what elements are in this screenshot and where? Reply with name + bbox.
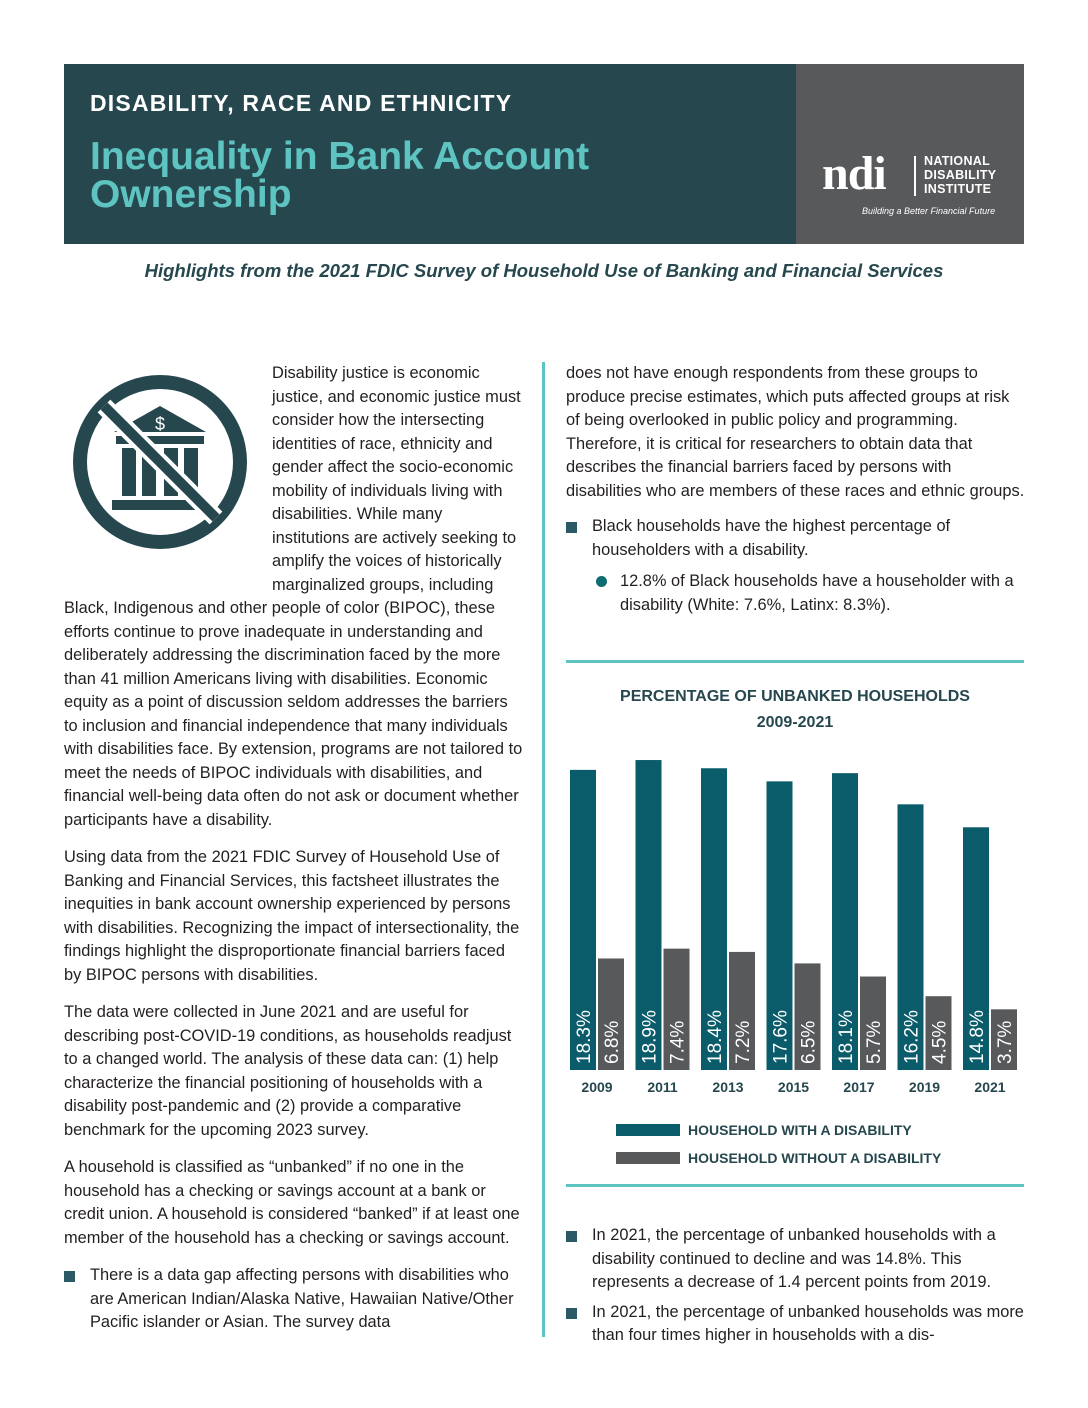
data-source-paragraph: Using data from the 2021 FDIC Survey of Household Use of Banking and Financial Services, this factsheet illustrates the inequities in bank account ownership experienced by persons with disabilities. Recognizing the impact of intersectionality, the findings highlight the disproportionate financial barriers faced by BIPOC persons with disabilities. bbox=[64, 848, 520, 984]
bar-data-label: 18.9% bbox=[639, 1010, 661, 1064]
legend-swatch bbox=[616, 1152, 680, 1164]
logo-name bbox=[924, 154, 996, 196]
bar-data-label: 5.7% bbox=[864, 1020, 885, 1064]
list-item bbox=[566, 515, 1026, 562]
legend-label: HOUSEHOLD WITH A DISABILITY bbox=[688, 1122, 912, 1138]
list-item bbox=[566, 1224, 1026, 1295]
right-column bbox=[566, 362, 1026, 617]
chart-title bbox=[566, 684, 1024, 736]
bullet-text: In 2021, the percentage of unbanked households was more than four times higher in households with a dis- bbox=[592, 1302, 1024, 1344]
logo-mark: ndi bbox=[822, 147, 886, 200]
bar-data-label: 7.2% bbox=[733, 1020, 754, 1064]
page-title: Inequality in Bank Account Ownership bbox=[90, 135, 590, 216]
legend-item bbox=[616, 1144, 941, 1172]
logo-name-line1: NATIONAL bbox=[924, 154, 991, 168]
header-banner bbox=[64, 64, 796, 244]
bar-data-label: 7.4% bbox=[667, 1020, 689, 1064]
chart-top-rule bbox=[566, 660, 1024, 663]
bullet-square-icon bbox=[64, 1271, 75, 1282]
bar-data-label: 3.7% bbox=[995, 1020, 1016, 1064]
bar-data-label: 16.2% bbox=[901, 1010, 923, 1064]
x-tick-label: 2015 bbox=[777, 1079, 810, 1095]
legend-label: HOUSEHOLD WITHOUT A DISABILITY bbox=[688, 1150, 942, 1166]
bullet-text: There is a data gap affecting persons with disabilities who are American Indian/Alaska Native, Hawaiian Native/Other Pacific islander or Asian. The survey data bbox=[90, 1266, 514, 1331]
bullet-text: 12.8% of Black households have a householder with a disability (White: 7.6%, Latinx: 8.3%). bbox=[620, 572, 1014, 614]
bar-data-label: 18.4% bbox=[705, 1010, 726, 1064]
ndi-logo bbox=[796, 64, 1024, 244]
chart-title-line2: 2009-2021 bbox=[756, 714, 834, 731]
chart-legend bbox=[616, 1116, 941, 1172]
logo-name-line3: INSTITUTE bbox=[924, 182, 992, 196]
bullet-square-icon bbox=[566, 1308, 577, 1319]
page-subtitle: Highlights from the 2021 FDIC Survey of Household Use of Banking and Financial Services bbox=[144, 260, 944, 281]
column-divider bbox=[542, 362, 545, 1337]
bar-data-label: 6.8% bbox=[602, 1020, 623, 1064]
x-tick-label: 2019 bbox=[908, 1079, 941, 1095]
list-item bbox=[64, 1264, 524, 1335]
list-item bbox=[566, 1301, 1026, 1348]
bullet-text: In 2021, the percentage of unbanked households with a disability continued to decline and was 14.8%. This represents a decrease of 1.4 percent points from 2019. bbox=[592, 1226, 996, 1291]
bar-data-label: 18.1% bbox=[836, 1010, 857, 1064]
legend-item bbox=[616, 1116, 941, 1144]
x-tick-label: 2013 bbox=[712, 1079, 744, 1095]
bar-data-label: 14.8% bbox=[967, 1010, 988, 1064]
left-column bbox=[64, 362, 524, 1335]
x-tick-label: 2009 bbox=[581, 1079, 613, 1095]
x-tick-label: 2017 bbox=[843, 1079, 875, 1095]
definition-paragraph: A household is classified as “unbanked” if no one in the household has a checking or savings account at a bank or credit union. A household is considered “banked” if at least one member of the household has a checking or savings account. bbox=[64, 1158, 520, 1247]
x-tick-label: 2011 bbox=[647, 1079, 678, 1095]
bullet-square-icon bbox=[566, 522, 577, 533]
intro-paragraph: Disability justice is economic justice, and economic justice must consider how the intersecting identities of race, ethnicity and gender affect the socio-economic mobility of individuals living with disabilities. While many institutions are actively seeking to amplify the voices of historically marginalized groups, including Black, Indigenous and other people of color (BIPOC), these efforts continue to prove inadequate in understanding and deliberately addressing the discrimination faced by the more than 41 million Americans living with disabilities. Economic equity as a point of discussion seldom addresses the barriers to inclusion and financial independence that many individuals with disabilities face. By extension, programs are not tailored to meet the needs of BIPOC individuals with disabilities, and financial well-being data often do not ask or document whether participants have a disability. bbox=[64, 364, 523, 829]
collection-paragraph: The data were collected in June 2021 and are useful for describing post-COVID-19 conditions, as households readjust to a changed world. The analysis of these data can: (1) help characterize the financial positioning of households with a disability post-pandemic and (2) provide a comparative benchmark for the upcoming 2023 survey. bbox=[64, 1003, 512, 1139]
legend-swatch bbox=[616, 1124, 680, 1136]
continued-paragraph: does not have enough respondents from these groups to produce precise estimates, which puts affected groups at risk of being overlooked in public policy and programming. Therefore, it is critical for researchers to obtain data that describes the financial barriers faced by persons with disabilities who are members of these races and ethnic groups. bbox=[566, 364, 1025, 500]
right-column-bottom bbox=[566, 1224, 1026, 1348]
logo-tagline: Building a Better Financial Future bbox=[862, 206, 996, 216]
list-item bbox=[566, 570, 1026, 617]
bar-data-label: 17.6% bbox=[770, 1010, 792, 1064]
bar-data-label: 6.5% bbox=[798, 1020, 820, 1064]
chart-title-line1: PERCENTAGE OF UNBANKED HOUSEHOLDS bbox=[620, 688, 970, 705]
bullet-square-icon bbox=[566, 1231, 577, 1242]
logo-name-line2: DISABILITY bbox=[924, 168, 997, 182]
bar-chart bbox=[560, 740, 1024, 1106]
bullet-text: Black households have the highest percentage of householders with a disability. bbox=[592, 517, 951, 559]
bar-data-label: 18.3% bbox=[574, 1010, 595, 1064]
bullet-dot-icon bbox=[596, 576, 607, 587]
bar-data-label: 4.5% bbox=[929, 1020, 951, 1064]
no-bank-icon bbox=[64, 362, 272, 576]
svg-text:$: $ bbox=[154, 414, 166, 434]
header-kicker: DISABILITY, RACE AND ETHNICITY bbox=[90, 90, 513, 116]
chart-bottom-rule bbox=[566, 1184, 1024, 1187]
x-tick-label: 2021 bbox=[974, 1079, 1006, 1095]
logo-divider bbox=[914, 156, 916, 196]
